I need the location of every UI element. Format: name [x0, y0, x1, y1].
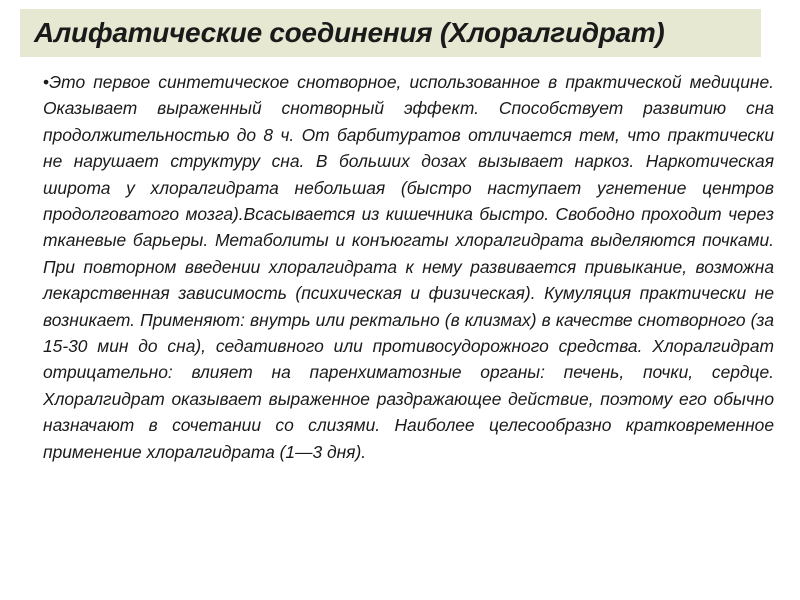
title-banner: [20, 9, 761, 57]
body-paragraph: [43, 69, 774, 465]
slide-title: Алифатические соединения (Хлоралгидрат): [34, 17, 665, 48]
paragraph-text: Это первое синтетическое снотворное, использованное в практической медицине. Оказывает выраженный снотворный эффект. Способствует развитию сна продолжительностью до 8 ч. От барбитуратов отличается тем, что практически не нарушает структуру сна. В больших дозах вызывает наркоз. Наркотическая широта у хлоралгидрата небольшая (быстро наступает угнетение центров продолговатого мозга).Всасывается из кишечника быстро. Свободно проходит через тканевые барьеры. Метаболиты и конъюгаты хлоралгидрата выделяются почками. При повторном введении хлоралгидрата к нему развивается привыкание, возможна лекарственная зависимость (психическая и физическая). Кумуляция практически не возникает. Применяют: внутрь или ректально (в клизмах) в качестве снотворного (за 15-30 мин до сна), седативного или противосудорожного средства. Хлоралгидрат отрицательно: влияет на паренхиматозные органы: печень, почки, сердце. Хлоралгидрат оказывает выраженное раздражающее действие, поэтому его обычно назначают в сочетании со слизями. Наиболее целесообразно кратковременное применение хлоралгидрата (1—3 дня).: [43, 72, 774, 462]
bullet-marker: •: [43, 72, 50, 92]
